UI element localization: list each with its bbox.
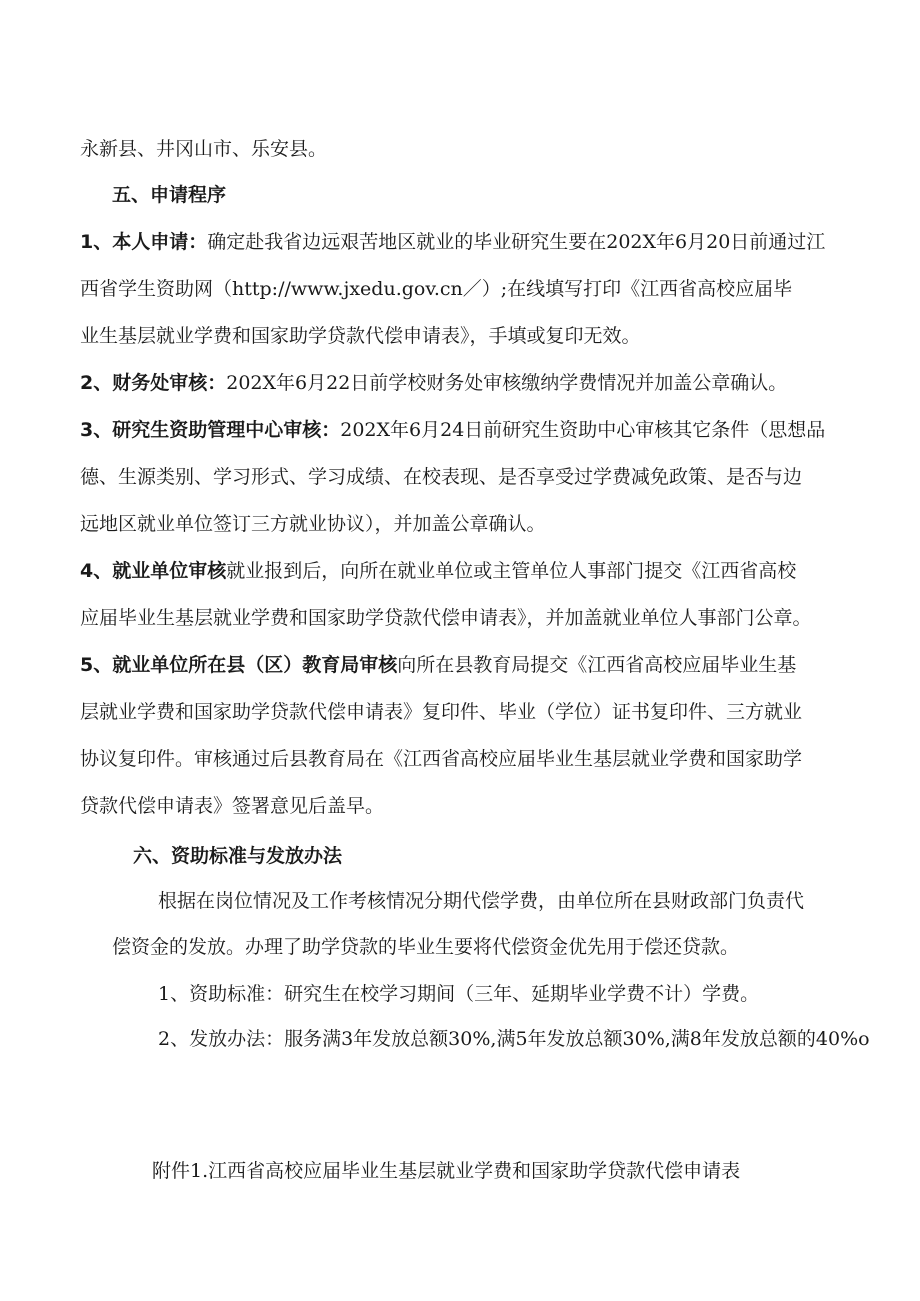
step3-line1 <box>80 418 825 442</box>
step5-text1: 向所在县教育局提交《江西省高校应届毕业生基 <box>397 654 797 676</box>
step2-label: 2、财务处审核： <box>80 372 227 394</box>
step5-label: 5、就业单位所在县（区）教育局审核 <box>80 654 398 676</box>
step3-line3: 远地区就业单位签订三方就业协议），并加盖公章确认。 <box>80 513 546 535</box>
step1-label: 1、本人申请： <box>80 231 208 253</box>
step3-line2: 德、生源类别、学习形式、学习成绩、在校表现、是否享受过学费减免政策、是否与边 <box>80 466 803 488</box>
step5-line3: 协议复印件。审核通过后县教育局在《江西省高校应届毕业生基层就业学费和国家助学 <box>80 748 803 770</box>
payment-method: 2、发放办法：服务满3年发放总额30%,满5年发放总额30%,满8年发放总额的40%o <box>158 1028 870 1050</box>
step1-line2: 西省学生资助网（http://www.jxedu.gov.cn／）;在线填写打印《江西省高校应届毕 <box>80 278 793 300</box>
step1-line3: 业生基层就业学费和国家助学贷款代偿申请表》，手填或复印无效。 <box>80 325 641 347</box>
step4-line1 <box>80 559 796 583</box>
step2-text1: 202X年6月22日前学校财务处审核缴纳学费情况并加盖公章确认。 <box>226 372 788 394</box>
step3-text1: 202X年6月24日前研究生资助中心审核其它条件（思想品 <box>340 419 826 441</box>
step5-line4: 贷款代偿申请表》签署意见后盖早。 <box>80 795 385 817</box>
section6-para1-line2: 偿资金的发放。办理了助学贷款的毕业生要将代偿资金优先用于偿还贷款。 <box>112 936 740 958</box>
attachment-line: 附件1.江西省高校应届毕业生基层就业学费和国家助学贷款代偿申请表 <box>152 1160 741 1182</box>
step5-line2: 层就业学费和国家助学贷款代偿申请表》复印件、毕业（学位）证书复印件、三方就业 <box>80 701 803 723</box>
section6-para1-line1: 根据在岗位情况及工作考核情况分期代偿学费，由单位所在县财政部门负责代 <box>158 890 805 912</box>
step1-text1: 确定赴我省边远艰苦地区就业的毕业研究生要在202X年6月20日前通过江 <box>207 231 826 253</box>
step2-line1 <box>80 371 787 395</box>
step3-label: 3、研究生资助管理中心审核： <box>80 419 341 441</box>
section6-heading: 六、资助标准与发放办法 <box>133 845 343 867</box>
subsidy-standard: 1、资助标准：研究生在校学习期间（三年、延期毕业学费不计）学费。 <box>158 983 760 1005</box>
step5-line1 <box>80 653 796 677</box>
step4-text1: 就业报到后，向所在就业单位或主管单位人事部门提交《江西省高校 <box>226 560 797 582</box>
step4-label: 4、就业单位审核 <box>80 560 227 582</box>
step4-line2: 应届毕业生基层就业学费和国家助学贷款代偿申请表》，并加盖就业单位人事部门公章。 <box>80 607 812 629</box>
step1-line1 <box>80 230 825 254</box>
intro-line: 永新县、井冈山市、乐安县。 <box>80 138 328 160</box>
section5-heading: 五、申请程序 <box>112 184 227 206</box>
